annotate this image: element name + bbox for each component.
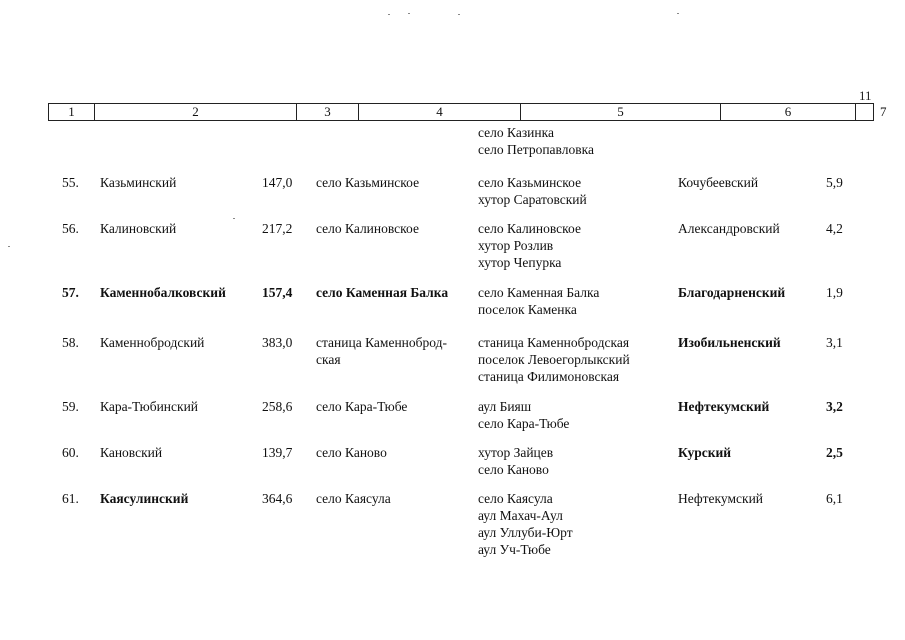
admin-center	[316, 174, 419, 191]
district-name: Нефтекумский	[678, 491, 764, 506]
center-line: ская	[316, 352, 341, 367]
settlement-line: станица Филимоновская	[478, 369, 620, 384]
settlement-line: хутор Зайцев	[478, 445, 554, 460]
row-number: 60.	[62, 445, 79, 460]
area-value: 139,7	[262, 445, 293, 460]
admin-center	[316, 444, 387, 461]
municipality-name: Кара-Тюбинский	[100, 399, 199, 414]
header-cell: 3	[297, 104, 359, 120]
district-name: Александровский	[678, 221, 780, 236]
district-name: Курский	[678, 445, 732, 460]
center-line: станица Каменноброд-	[316, 335, 447, 350]
area-value: 258,6	[262, 399, 293, 414]
settlements-list	[478, 444, 553, 478]
scan-speck	[8, 246, 10, 247]
settlement-line: село Калиновское	[478, 221, 581, 236]
scan-speck	[408, 13, 410, 14]
scan-speck	[388, 14, 390, 15]
distance-value: 3,2	[826, 399, 843, 414]
row-number: 56.	[62, 221, 79, 236]
header-cell: 5	[521, 104, 721, 120]
admin-center	[316, 490, 391, 507]
settlement-line: аул Бияш	[478, 399, 532, 414]
settlement-line: аул Уллуби-Юрт	[478, 525, 573, 540]
header-cell: 1	[49, 104, 95, 120]
settlement-line: станица Каменнобродская	[478, 335, 630, 350]
settlements-list	[478, 490, 573, 558]
table-header-row	[48, 103, 887, 121]
settlement-line: село Казинка	[478, 125, 554, 140]
area-value: 364,6	[262, 491, 293, 506]
settlement-line: село Казьминское	[478, 175, 582, 190]
center-line: село Каменная Балка	[316, 285, 449, 300]
area-value: 217,2	[262, 221, 293, 236]
admin-center	[316, 284, 448, 301]
page-number: 11	[859, 88, 872, 103]
continuation-settlements	[478, 124, 594, 158]
scan-speck	[677, 13, 679, 14]
admin-center	[316, 220, 419, 237]
district-name: Изобильненский	[678, 335, 781, 350]
settlement-line: хутор Саратовский	[478, 192, 587, 207]
header-cell: 6	[721, 104, 856, 120]
settlements-list	[478, 220, 581, 271]
municipality-name: Каменнобалковский	[100, 285, 226, 300]
distance-value: 3,1	[826, 335, 843, 350]
header-cell: 2	[95, 104, 297, 120]
distance-value: 6,1	[826, 491, 843, 506]
settlements-list	[478, 398, 569, 432]
row-number: 55.	[62, 175, 79, 190]
distance-value: 2,5	[826, 445, 843, 460]
settlements-list	[478, 334, 630, 385]
distance-value: 1,9	[826, 285, 843, 300]
row-number: 61.	[62, 491, 79, 506]
center-line: село Каясула	[316, 491, 391, 506]
row-number: 59.	[62, 399, 79, 414]
row-number: 57.	[62, 285, 79, 300]
settlement-line: поселок Левоегорлыкский	[478, 352, 630, 367]
district-name: Кочубеевский	[678, 175, 759, 190]
settlement-line: хутор Чепурка	[478, 255, 562, 270]
admin-center	[316, 398, 407, 415]
center-line: село Калиновское	[316, 221, 419, 236]
settlement-line: село Каменная Балка	[478, 285, 600, 300]
center-line: село Каново	[316, 445, 387, 460]
settlement-line: село Каясула	[478, 491, 553, 506]
settlement-line: аул Уч-Тюбе	[478, 542, 551, 557]
header-cell: 4	[359, 104, 521, 120]
settlements-list	[478, 284, 599, 318]
center-line: село Казьминское	[316, 175, 420, 190]
settlement-line: аул Махач-Аул	[478, 508, 563, 523]
center-line: село Кара-Тюбе	[316, 399, 408, 414]
municipality-name: Казьминский	[100, 175, 177, 190]
admin-center	[316, 334, 447, 368]
settlements-list	[478, 174, 587, 208]
settlement-line: хутор Розлив	[478, 238, 554, 253]
scan-speck	[458, 14, 460, 15]
municipality-name: Каясулинский	[100, 491, 189, 506]
header-cell: 7	[880, 104, 887, 119]
distance-value: 5,9	[826, 175, 843, 190]
municipality-name: Кановский	[100, 445, 163, 460]
area-value: 147,0	[262, 175, 293, 190]
settlement-line: село Каново	[478, 462, 549, 477]
scan-speck	[233, 218, 235, 219]
district-name: Благодарненский	[678, 285, 786, 300]
row-number: 58.	[62, 335, 79, 350]
settlement-line: село Кара-Тюбе	[478, 416, 570, 431]
municipality-name: Каменнобродский	[100, 335, 205, 350]
municipality-name: Калиновский	[100, 221, 177, 236]
settlement-line: поселок Каменка	[478, 302, 577, 317]
distance-value: 4,2	[826, 221, 843, 236]
settlement-line: село Петропавловка	[478, 142, 594, 157]
district-name: Нефтекумский	[678, 399, 770, 414]
area-value: 383,0	[262, 335, 293, 350]
area-value: 157,4	[262, 285, 293, 300]
